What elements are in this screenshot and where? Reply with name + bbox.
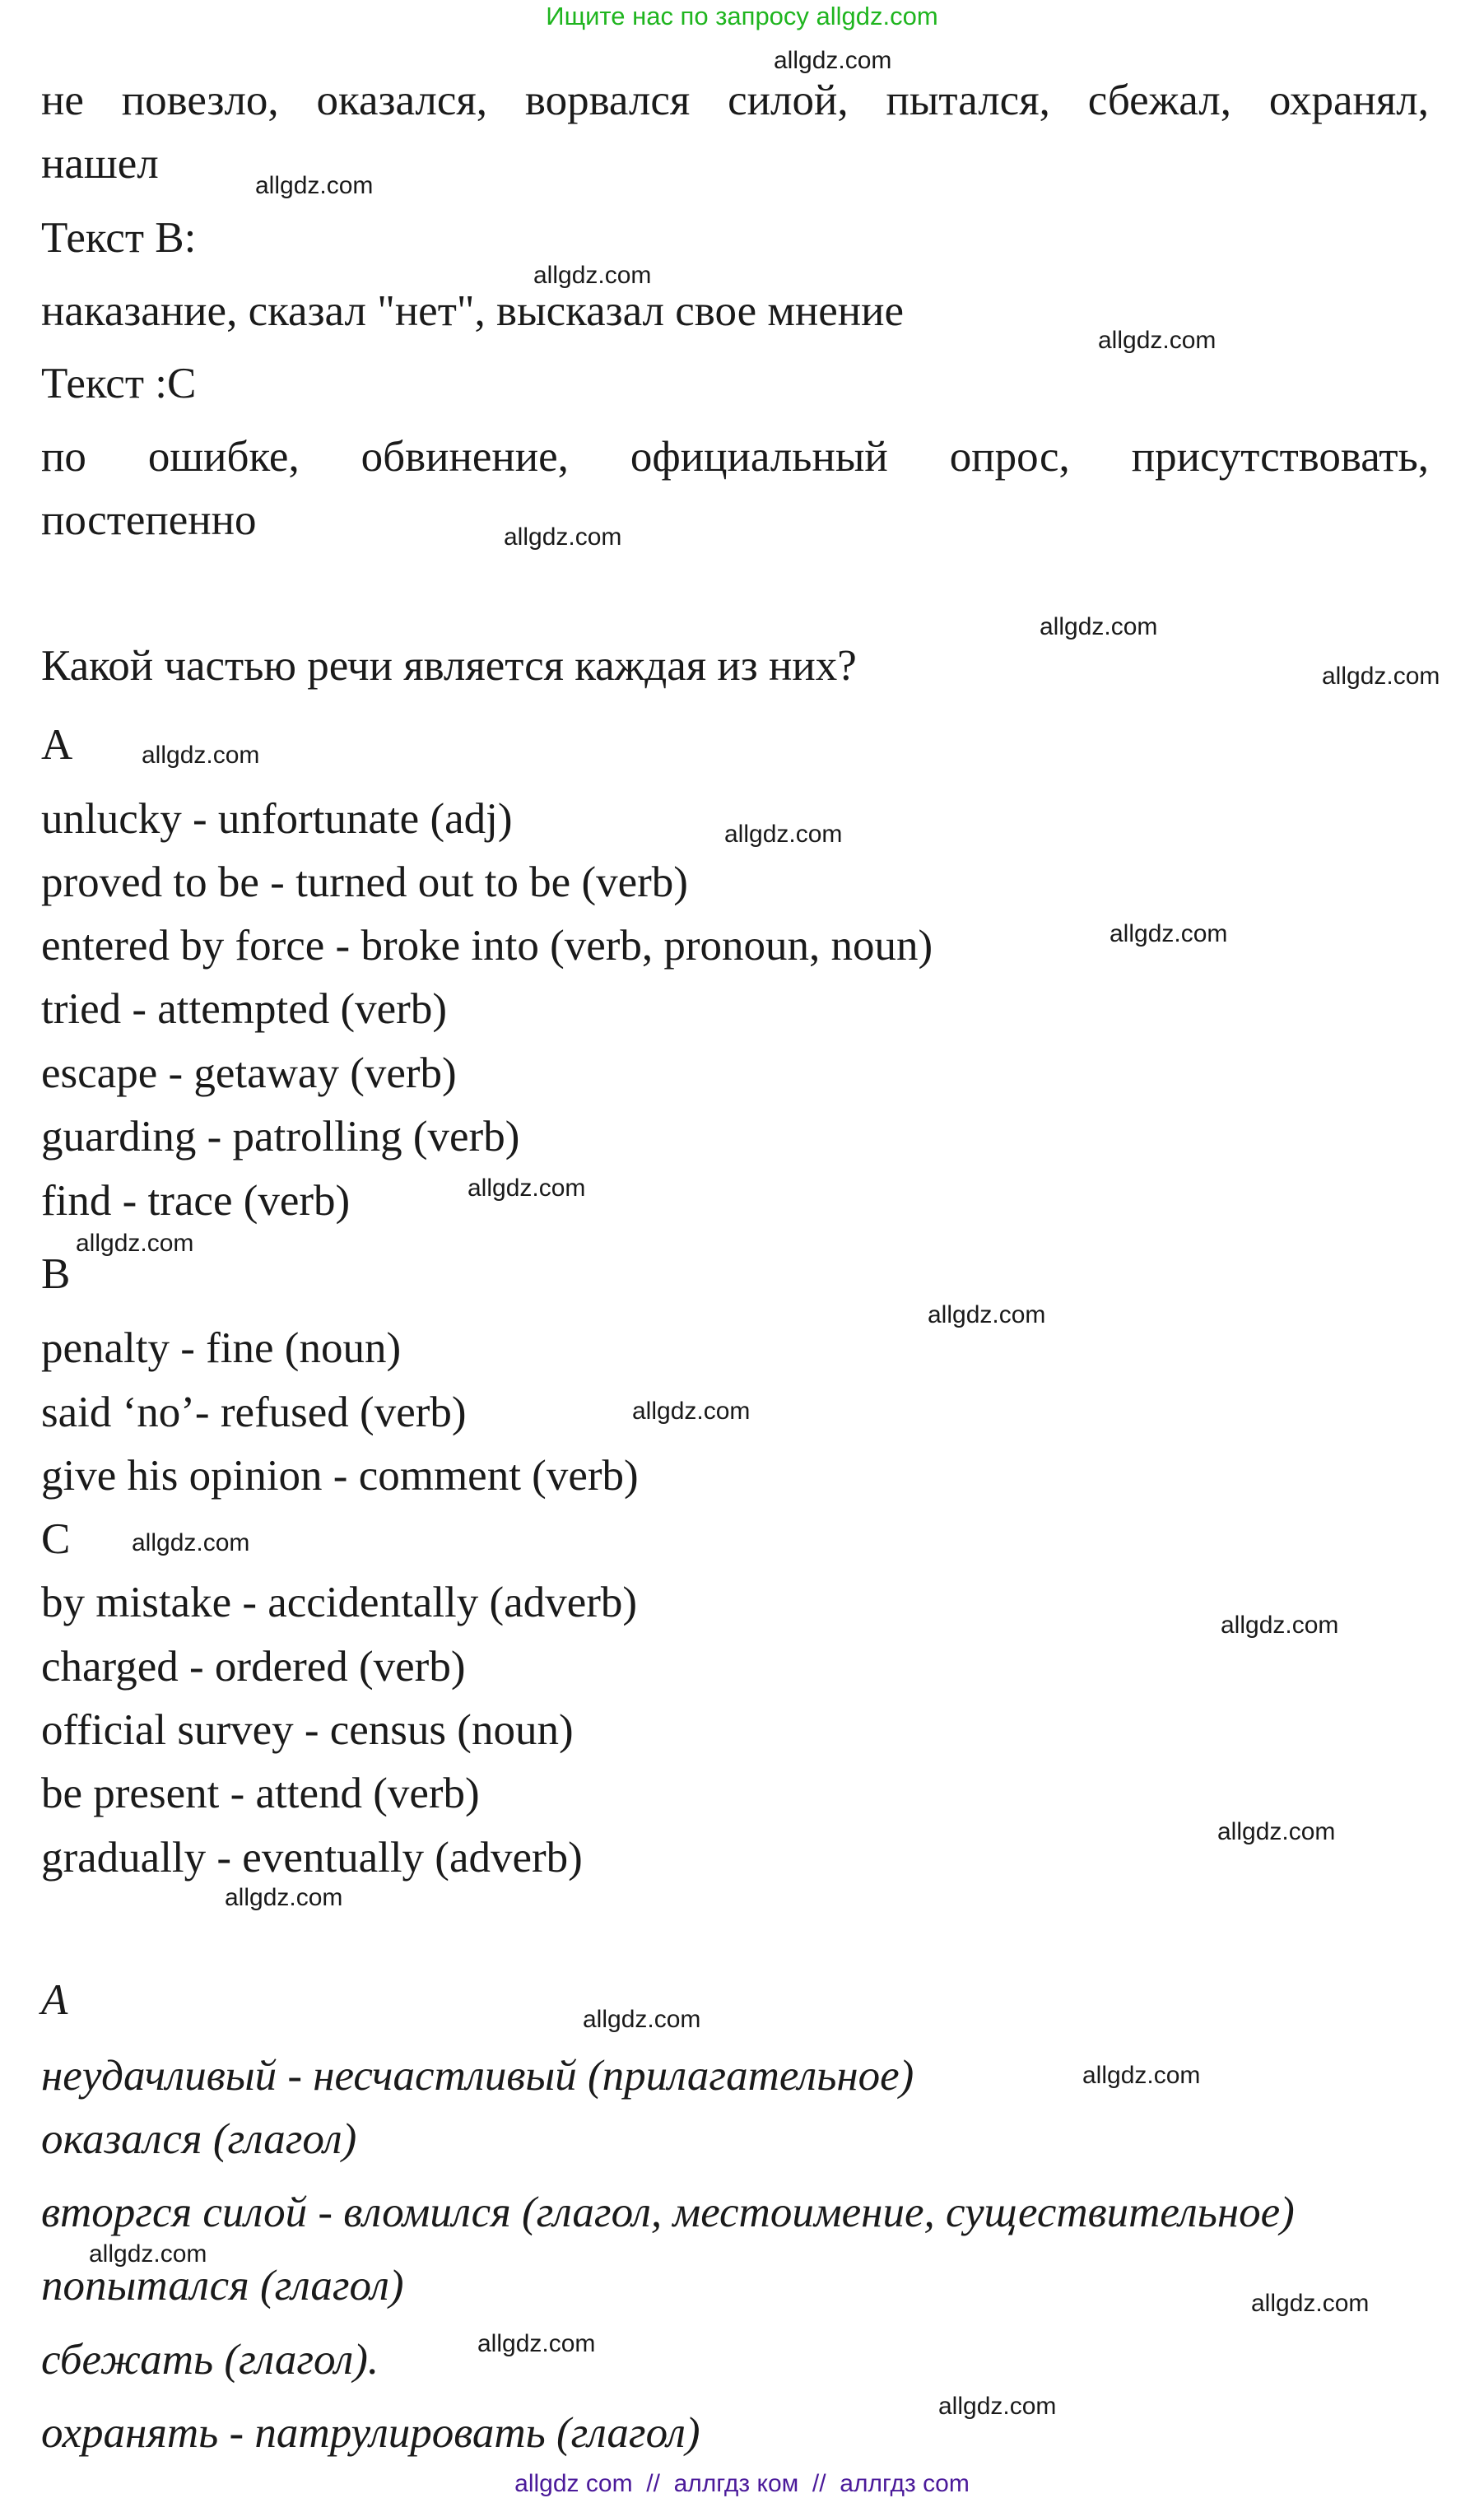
footer-separator: // bbox=[646, 2470, 660, 2497]
watermark: allgdz.com bbox=[1082, 2062, 1201, 2089]
watermark: allgdz.com bbox=[477, 2330, 596, 2357]
list-item: be present - attend (verb) bbox=[41, 1770, 480, 1817]
section-c-heading: C bbox=[41, 1515, 71, 1563]
text-b-words: наказание, сказал "нет", высказал свое мнение bbox=[41, 287, 905, 335]
watermark: allgdz.com bbox=[1098, 327, 1217, 354]
footer-site-link[interactable]: allgdz com bbox=[514, 2470, 633, 2497]
watermark: allgdz.com bbox=[1040, 613, 1158, 640]
list-item: said ‘no’- refused (verb) bbox=[41, 1389, 467, 1436]
watermark: allgdz.com bbox=[468, 1175, 586, 1202]
list-item: неудачливый - несчастливый (прилагательное) bbox=[41, 2052, 914, 2100]
text-c-heading: Текст :С bbox=[41, 360, 197, 407]
list-item: оказался (глагол) bbox=[41, 2115, 357, 2163]
section-a-heading: A bbox=[41, 721, 73, 769]
footer-alt-name-2[interactable]: аллгдз com bbox=[840, 2470, 970, 2497]
question: Какой частью речи является каждая из них? bbox=[41, 642, 857, 690]
list-item: find - trace (verb) bbox=[41, 1177, 351, 1225]
watermark: allgdz.com bbox=[142, 742, 260, 769]
section-b-heading: B bbox=[41, 1250, 71, 1298]
text-a-words-cont: нашел bbox=[41, 140, 159, 188]
text-c-words-cont: постепенно bbox=[41, 496, 257, 544]
list-item: tried - attempted (verb) bbox=[41, 985, 447, 1033]
watermark: allgdz.com bbox=[632, 1398, 751, 1425]
footer bbox=[0, 2468, 1484, 2500]
list-item: penalty - fine (noun) bbox=[41, 1324, 402, 1372]
list-item: gradually - eventually (adverb) bbox=[41, 1834, 583, 1882]
list-item: попытался (глагол) bbox=[41, 2262, 404, 2310]
watermark: allgdz.com bbox=[89, 2240, 207, 2268]
watermark: allgdz.com bbox=[938, 2393, 1057, 2420]
watermark: allgdz.com bbox=[132, 1529, 250, 1556]
list-item: by mistake - accidentally (adverb) bbox=[41, 1579, 638, 1626]
watermark: allgdz.com bbox=[533, 262, 652, 289]
watermark: allgdz.com bbox=[928, 1301, 1046, 1328]
watermark: allgdz.com bbox=[1221, 1612, 1339, 1639]
watermark: allgdz.com bbox=[774, 47, 892, 74]
watermark: allgdz.com bbox=[1322, 663, 1440, 690]
footer-alt-name-1[interactable]: аллгдз ком bbox=[673, 2470, 799, 2497]
list-item: official survey - census (noun) bbox=[41, 1706, 574, 1754]
watermark: allgdz.com bbox=[1110, 920, 1228, 947]
watermark: allgdz.com bbox=[583, 2006, 701, 2033]
watermark: allgdz.com bbox=[724, 821, 843, 848]
list-item: proved to be - turned out to be (verb) bbox=[41, 858, 688, 906]
footer-separator: // bbox=[812, 2470, 826, 2497]
search-hint-banner: Ищите нас по запросу allgdz.com bbox=[546, 2, 938, 30]
watermark: allgdz.com bbox=[76, 1230, 194, 1257]
list-item: charged - ordered (verb) bbox=[41, 1643, 466, 1691]
watermark: allgdz.com bbox=[504, 523, 622, 551]
list-item: give his opinion - comment (verb) bbox=[41, 1452, 639, 1500]
text-c-words: по ошибке, обвинение, официальный опрос, присутствовать, bbox=[41, 433, 1429, 481]
text-a-words: не повезло, оказался, ворвался силой, пытался, сбежал, охранял, bbox=[41, 77, 1429, 124]
list-item: вторгся силой - вломился (глагол, местоимение, существительное) bbox=[41, 2189, 1295, 2236]
text-b-heading: Текст В: bbox=[41, 214, 197, 262]
watermark: allgdz.com bbox=[1217, 1818, 1336, 1845]
list-item: guarding - patrolling (verb) bbox=[41, 1113, 520, 1161]
watermark: allgdz.com bbox=[225, 1884, 343, 1911]
list-item: сбежать (глагол). bbox=[41, 2336, 379, 2384]
list-item: entered by force - broke into (verb, pronoun, noun) bbox=[41, 922, 933, 970]
watermark: allgdz.com bbox=[255, 172, 374, 199]
translation-a-heading: A bbox=[41, 1976, 68, 2024]
list-item: unlucky - unfortunate (adj) bbox=[41, 795, 513, 843]
list-item: охранять - патрулировать (глагол) bbox=[41, 2409, 700, 2457]
list-item: escape - getaway (verb) bbox=[41, 1049, 457, 1097]
watermark: allgdz.com bbox=[1251, 2290, 1370, 2317]
